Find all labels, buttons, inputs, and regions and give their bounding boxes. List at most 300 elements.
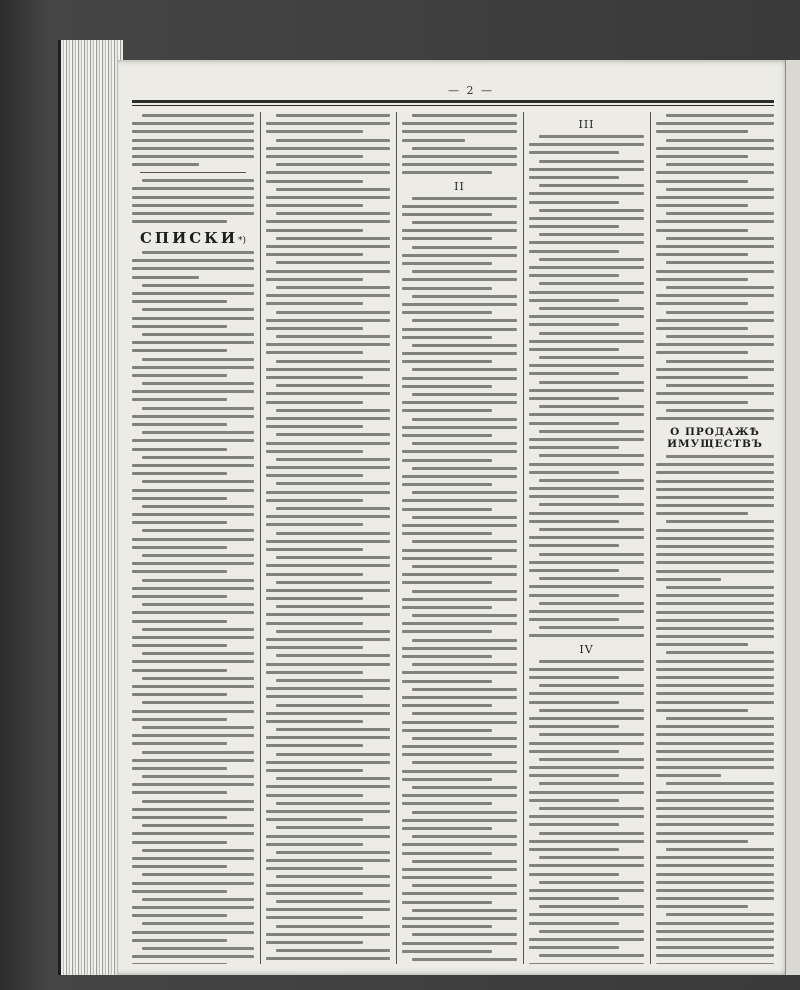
text-line xyxy=(412,270,517,273)
text-line xyxy=(529,274,619,277)
text-line xyxy=(529,389,644,392)
text-line xyxy=(412,114,517,117)
text-line xyxy=(276,556,390,559)
text-line xyxy=(529,520,619,523)
text-line xyxy=(412,786,517,789)
text-line xyxy=(539,356,644,359)
list-heading xyxy=(132,229,254,247)
text-line xyxy=(529,217,644,220)
text-line xyxy=(529,823,619,826)
text-line xyxy=(266,515,390,518)
text-line xyxy=(266,859,390,862)
text-line xyxy=(142,947,254,950)
text-line xyxy=(402,549,517,552)
text-line xyxy=(402,868,517,871)
text-line xyxy=(529,717,644,720)
text-line xyxy=(529,372,619,375)
text-line xyxy=(276,581,390,584)
text-line xyxy=(276,384,390,387)
text-line xyxy=(266,474,363,477)
text-line xyxy=(132,212,254,215)
text-line xyxy=(656,938,774,941)
text-line xyxy=(539,602,644,605)
text-line xyxy=(402,287,492,290)
text-line xyxy=(529,791,644,794)
text-line xyxy=(276,114,390,117)
text-line xyxy=(132,122,254,125)
text-line xyxy=(402,778,492,781)
text-line xyxy=(402,802,492,805)
text-line xyxy=(402,508,492,511)
text-line xyxy=(412,860,517,863)
text-line xyxy=(656,881,774,884)
text-line xyxy=(266,712,390,715)
text-line xyxy=(656,701,774,704)
text-line xyxy=(266,155,363,158)
text-line xyxy=(402,237,492,240)
text-line xyxy=(529,701,619,704)
text-line xyxy=(276,237,390,240)
text-line xyxy=(539,209,644,212)
text-line xyxy=(142,628,254,631)
text-line xyxy=(529,397,619,400)
text-line xyxy=(142,308,254,311)
text-line xyxy=(529,634,644,637)
text-line xyxy=(132,710,254,713)
text-line xyxy=(402,155,517,158)
text-line xyxy=(266,744,363,747)
text-line xyxy=(132,636,254,639)
text-line xyxy=(402,745,517,748)
text-line xyxy=(276,458,390,461)
text-line xyxy=(529,192,644,195)
text-line xyxy=(266,597,363,600)
text-line xyxy=(276,212,390,215)
header-rule xyxy=(132,100,774,103)
text-line xyxy=(529,291,644,294)
text-line xyxy=(656,537,774,540)
text-line xyxy=(412,319,517,322)
text-line xyxy=(656,343,774,346)
text-line xyxy=(132,521,227,524)
text-line xyxy=(539,930,644,933)
text-line xyxy=(656,709,748,712)
text-line xyxy=(412,467,517,470)
text-line xyxy=(529,471,619,474)
text-line xyxy=(412,295,517,298)
text-line xyxy=(656,401,748,404)
text-line xyxy=(539,332,644,335)
text-line xyxy=(656,570,774,573)
text-line xyxy=(266,466,390,469)
text-line xyxy=(656,480,774,483)
text-line xyxy=(266,671,363,674)
text-line xyxy=(539,135,644,138)
text-line xyxy=(132,857,254,860)
text-line xyxy=(529,840,644,843)
text-line xyxy=(666,261,774,264)
text-line xyxy=(656,204,748,207)
text-line xyxy=(276,482,390,485)
text-line xyxy=(656,873,774,876)
text-line xyxy=(266,425,363,428)
text-line xyxy=(132,767,227,770)
text-line xyxy=(266,171,390,174)
text-line xyxy=(529,676,619,679)
text-line xyxy=(266,442,390,445)
text-line xyxy=(656,627,774,630)
text-line xyxy=(412,442,517,445)
text-line xyxy=(529,151,619,154)
text-line xyxy=(266,687,390,690)
text-line xyxy=(656,594,774,597)
text-line xyxy=(132,497,227,500)
text-line xyxy=(266,564,390,567)
text-line xyxy=(529,438,644,441)
text-line xyxy=(656,561,774,564)
text-line xyxy=(666,286,774,289)
text-line xyxy=(132,423,227,426)
text-line xyxy=(402,704,492,707)
text-line xyxy=(412,737,517,740)
text-line xyxy=(529,725,619,728)
text-line xyxy=(132,718,227,721)
text-line xyxy=(412,540,517,543)
text-line xyxy=(539,430,644,433)
text-line xyxy=(539,954,644,957)
text-line xyxy=(266,229,363,232)
text-line xyxy=(132,398,227,401)
text-line xyxy=(276,163,390,166)
text-line xyxy=(529,512,644,515)
text-line xyxy=(132,317,254,320)
text-line xyxy=(539,807,644,810)
text-line xyxy=(412,221,517,224)
text-line xyxy=(402,827,492,830)
text-line xyxy=(656,278,748,281)
text-line xyxy=(529,544,619,547)
text-line xyxy=(276,360,390,363)
text-line xyxy=(402,647,517,650)
text-line xyxy=(132,196,254,199)
text-line xyxy=(132,163,199,166)
text-line xyxy=(656,376,748,379)
text-line xyxy=(276,826,390,829)
text-line xyxy=(539,660,644,663)
text-line xyxy=(266,327,363,330)
text-line xyxy=(132,374,227,377)
text-line xyxy=(656,147,774,150)
text-line xyxy=(529,495,619,498)
text-line xyxy=(276,900,390,903)
column-4 xyxy=(529,114,644,964)
text-line xyxy=(539,733,644,736)
text-line xyxy=(402,598,517,601)
text-line xyxy=(142,677,254,680)
text-line xyxy=(412,368,517,371)
text-line xyxy=(656,294,774,297)
text-line xyxy=(529,848,619,851)
text-line xyxy=(266,130,363,133)
text-line xyxy=(276,704,390,707)
text-line xyxy=(266,368,390,371)
text-line xyxy=(266,180,363,183)
text-line xyxy=(656,635,774,638)
text-line xyxy=(142,652,254,655)
text-line xyxy=(402,401,517,404)
text-line xyxy=(656,840,748,843)
text-line xyxy=(656,368,774,371)
text-line xyxy=(539,758,644,761)
text-line xyxy=(276,605,390,608)
text-line xyxy=(412,147,517,150)
text-line xyxy=(529,873,619,876)
text-line xyxy=(666,717,774,720)
text-line xyxy=(266,933,390,936)
text-line xyxy=(266,695,363,698)
text-line xyxy=(656,504,774,507)
text-line xyxy=(132,366,254,369)
text-line xyxy=(266,916,363,919)
text-line xyxy=(529,864,644,867)
text-line xyxy=(402,213,492,216)
text-line xyxy=(529,340,644,343)
text-line xyxy=(276,286,390,289)
text-line xyxy=(266,720,363,723)
section-numeral: IV xyxy=(579,642,594,656)
text-line xyxy=(266,908,390,911)
text-line xyxy=(142,849,254,852)
text-line xyxy=(132,415,254,418)
text-line xyxy=(142,603,254,606)
text-line xyxy=(132,220,227,223)
text-line xyxy=(529,799,619,802)
text-line xyxy=(402,385,492,388)
text-line xyxy=(402,852,492,855)
sale-heading: О ПРОДАЖѢ ИМУЩЕСТВЪ xyxy=(667,425,763,450)
text-line xyxy=(276,532,390,535)
text-line xyxy=(656,676,774,679)
text-line xyxy=(266,343,390,346)
text-line xyxy=(142,579,254,582)
text-line xyxy=(539,528,644,531)
text-line xyxy=(402,450,517,453)
text-line xyxy=(132,595,227,598)
text-line xyxy=(412,197,517,200)
text-line xyxy=(656,733,774,736)
text-line xyxy=(539,233,644,236)
text-line xyxy=(266,450,363,453)
text-line xyxy=(656,774,721,777)
text-line xyxy=(412,884,517,887)
text-line xyxy=(412,933,517,936)
text-line xyxy=(666,188,774,191)
text-line xyxy=(656,954,774,957)
text-line xyxy=(142,775,254,778)
text-line xyxy=(142,382,254,385)
text-line xyxy=(266,204,363,207)
text-line xyxy=(142,922,254,925)
text-line xyxy=(132,292,254,295)
column-1 xyxy=(132,114,254,964)
text-line xyxy=(529,487,644,490)
text-line xyxy=(656,742,774,745)
text-line xyxy=(266,843,363,846)
text-line xyxy=(132,660,254,663)
page-edge xyxy=(785,60,800,975)
text-line xyxy=(656,253,748,256)
text-line xyxy=(529,536,644,539)
text-line xyxy=(402,606,492,609)
text-line xyxy=(266,835,390,838)
text-line xyxy=(539,503,644,506)
text-line xyxy=(266,663,390,666)
text-line xyxy=(656,270,774,273)
text-line xyxy=(402,573,517,576)
text-line xyxy=(276,261,390,264)
text-line xyxy=(656,327,748,330)
text-line xyxy=(412,909,517,912)
text-line xyxy=(132,783,254,786)
text-line xyxy=(402,532,492,535)
text-line xyxy=(412,639,517,642)
text-line xyxy=(666,139,774,142)
list-heading-footnote-mark: *) xyxy=(238,236,247,247)
text-line xyxy=(529,610,644,613)
text-line xyxy=(539,307,644,310)
text-line xyxy=(132,587,254,590)
text-line xyxy=(266,278,363,281)
text-line xyxy=(276,139,390,142)
text-line xyxy=(529,168,644,171)
text-line xyxy=(402,696,517,699)
text-line xyxy=(656,196,774,199)
text-line xyxy=(132,546,227,549)
text-line xyxy=(132,187,254,190)
text-line xyxy=(276,654,390,657)
text-line xyxy=(666,311,774,314)
text-line xyxy=(266,548,363,551)
text-line xyxy=(132,472,227,475)
text-line xyxy=(656,725,774,728)
text-line xyxy=(142,358,254,361)
text-line xyxy=(266,613,390,616)
text-line xyxy=(656,643,748,646)
text-line xyxy=(656,832,774,835)
text-line xyxy=(132,300,227,303)
text-line xyxy=(132,644,227,647)
text-line xyxy=(142,701,254,704)
text-line xyxy=(132,562,254,565)
column-divider xyxy=(650,112,651,964)
text-line xyxy=(402,942,517,945)
text-line xyxy=(656,417,774,420)
text-line xyxy=(412,663,517,666)
text-line xyxy=(266,785,390,788)
text-line xyxy=(402,459,492,462)
column-divider xyxy=(260,112,261,964)
text-line xyxy=(266,646,363,649)
text-line xyxy=(529,250,619,253)
text-line xyxy=(132,791,227,794)
text-line xyxy=(656,946,774,949)
text-line xyxy=(132,931,254,934)
text-line xyxy=(142,726,254,729)
text-line xyxy=(539,832,644,835)
text-line xyxy=(529,446,619,449)
column-divider xyxy=(396,112,397,964)
text-line xyxy=(266,892,363,895)
text-line xyxy=(402,352,517,355)
text-line xyxy=(132,570,227,573)
text-line xyxy=(656,930,774,933)
text-line xyxy=(529,143,644,146)
text-line xyxy=(402,876,492,879)
text-line xyxy=(529,815,644,818)
column-3 xyxy=(402,114,517,964)
text-line xyxy=(266,351,363,354)
text-line xyxy=(132,734,254,737)
text-line xyxy=(132,390,254,393)
text-line xyxy=(266,794,363,797)
text-line xyxy=(539,258,644,261)
text-line xyxy=(412,958,517,961)
text-line xyxy=(266,270,390,273)
header-rule-thin xyxy=(132,105,774,106)
text-line xyxy=(656,302,748,305)
text-line xyxy=(656,229,748,232)
text-line xyxy=(402,794,517,797)
text-line xyxy=(529,922,619,925)
text-line xyxy=(529,913,644,916)
text-line xyxy=(402,729,492,732)
text-line xyxy=(266,761,390,764)
text-line xyxy=(539,856,644,859)
text-line xyxy=(402,229,517,232)
text-line xyxy=(402,328,517,331)
text-line xyxy=(529,201,619,204)
text-line xyxy=(412,516,517,519)
text-line xyxy=(402,171,492,174)
text-line xyxy=(402,434,492,437)
text-line xyxy=(132,620,227,623)
text-line xyxy=(412,614,517,617)
text-line xyxy=(276,507,390,510)
text-line xyxy=(266,941,363,944)
text-line xyxy=(412,835,517,838)
text-line xyxy=(402,892,517,895)
text-line xyxy=(276,679,390,682)
newspaper-page xyxy=(118,60,790,975)
text-line xyxy=(529,569,619,572)
text-line xyxy=(142,505,254,508)
text-line xyxy=(656,905,748,908)
text-line xyxy=(656,488,774,491)
text-line xyxy=(266,523,363,526)
text-line xyxy=(656,864,774,867)
text-line xyxy=(402,622,517,625)
text-line xyxy=(539,684,644,687)
text-line xyxy=(412,590,517,593)
text-line xyxy=(666,360,774,363)
text-line xyxy=(539,782,644,785)
text-line xyxy=(666,237,774,240)
text-line xyxy=(266,769,363,772)
text-line xyxy=(529,774,619,777)
text-line xyxy=(529,946,619,949)
text-line xyxy=(266,401,363,404)
text-line xyxy=(276,875,390,878)
